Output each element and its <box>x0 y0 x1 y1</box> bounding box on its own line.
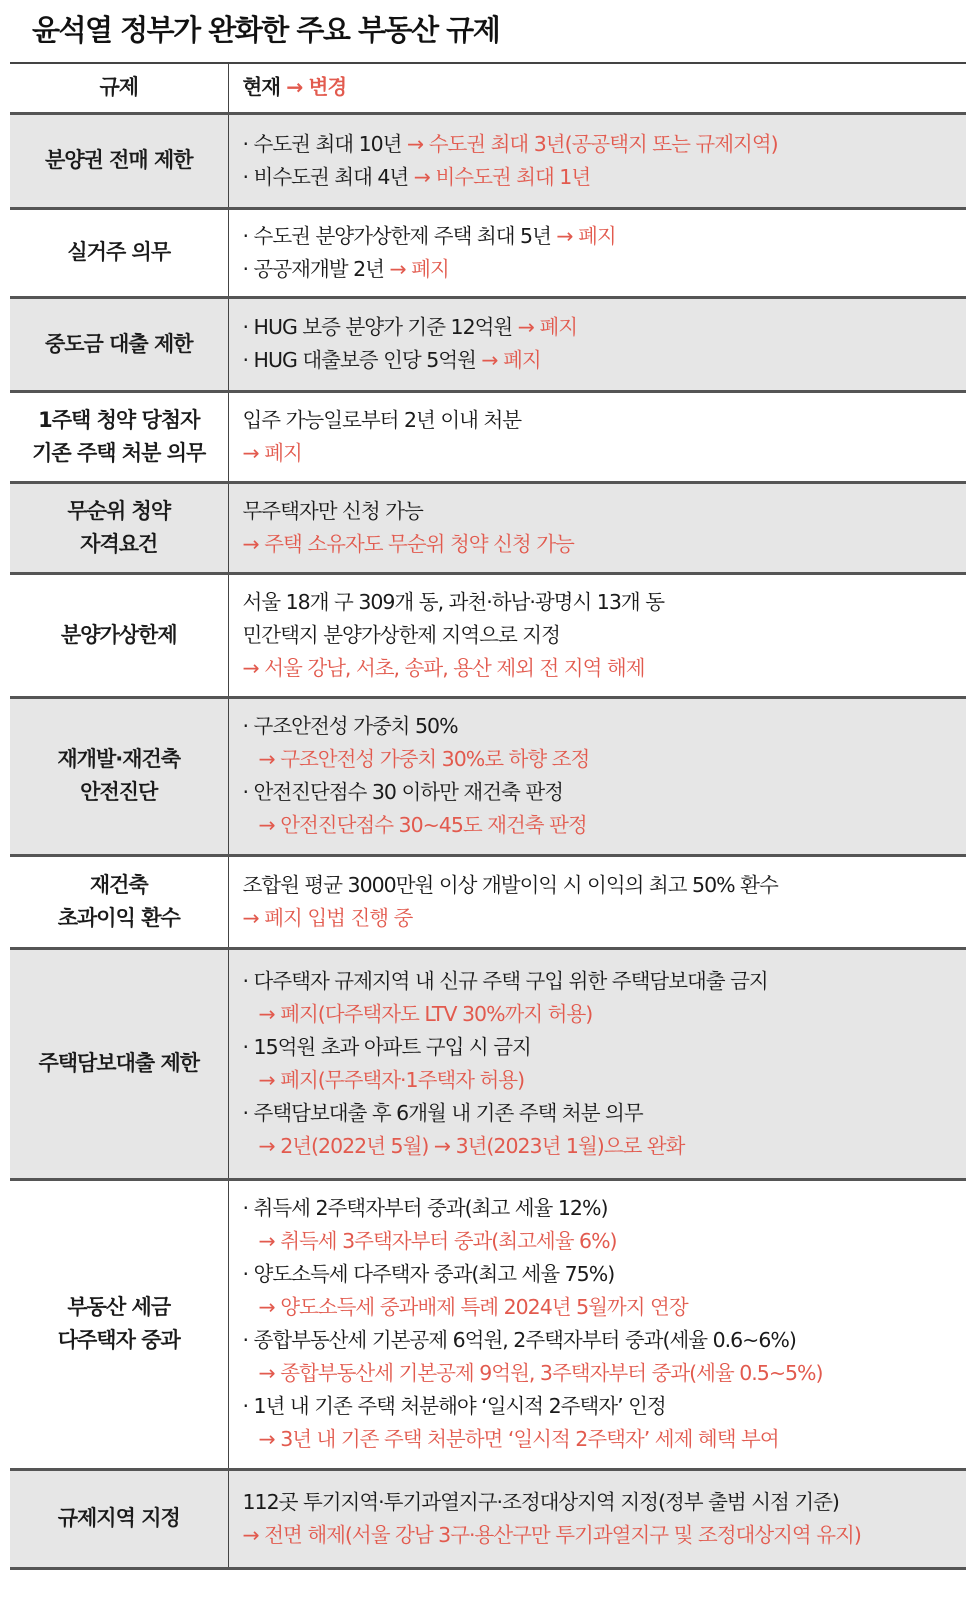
current-text: · 종합부동산세 기본공제 6억원, 2주택자부터 중과(세율 0.6~6%) <box>242 1328 796 1352</box>
content-line <box>243 220 967 253</box>
current-text: · 비수도권 최대 4년 <box>242 164 409 189</box>
changed-text: → 폐지 <box>556 223 616 248</box>
row-label-line: 초과이익 환수 <box>57 905 180 930</box>
current-text: · HUG 보증 분양가 기준 12억원 <box>242 315 513 339</box>
row-label-line: 자격요건 <box>80 531 158 556</box>
current-text: · 양도소득세 다주택자 중과(최고 세율 75%) <box>242 1262 615 1286</box>
current-text: · 수도권 분양가상한제 주택 최대 5년 <box>242 223 551 248</box>
content-line <box>243 1130 967 1163</box>
row-label <box>10 297 228 391</box>
row-label-line: 분양권 전매 제한 <box>44 148 193 172</box>
content-line <box>243 1192 967 1225</box>
row-label-line: 재건축 <box>89 872 148 897</box>
content-line <box>243 1064 967 1097</box>
current-text: 서울 18개 구 309개 동, 과천·하남·광명시 13개 동 <box>242 589 665 614</box>
row-label-line: 부동산 세금 <box>67 1295 171 1319</box>
current-text: 조합원 평균 3000만원 이상 개발이익 시 이익의 최고 50% 환수 <box>242 872 778 897</box>
content-line <box>243 1357 967 1390</box>
row-content <box>228 573 966 697</box>
row-label <box>10 208 228 297</box>
row-label-line: 중도금 대출 제한 <box>44 331 193 356</box>
content-line <box>243 528 967 561</box>
row-content <box>228 1469 966 1568</box>
row-label-line: 실거주 의무 <box>67 240 171 264</box>
content-line <box>243 1225 967 1258</box>
table-row <box>10 482 966 573</box>
content-line <box>243 998 967 1031</box>
content-line <box>243 1291 967 1324</box>
table-row <box>10 113 966 208</box>
current-text: 민간택지 분양가상한제 지역으로 지정 <box>242 622 560 647</box>
changed-text: → 양도소득세 중과배제 특례 2024년 5월까지 연장 <box>258 1295 688 1319</box>
row-label <box>10 573 228 697</box>
content-line <box>243 1390 967 1423</box>
content-line <box>243 161 967 194</box>
changed-text: → 구조안전성 가중치 30%로 하향 조정 <box>258 747 590 771</box>
row-content <box>228 391 966 482</box>
content-line <box>243 776 967 809</box>
changed-text: → 폐지(다주택자도 LTV 30%까지 허용) <box>258 1001 593 1026</box>
content-line <box>243 253 967 286</box>
content-line <box>243 495 967 528</box>
table-row <box>10 208 966 297</box>
current-text: · 구조안전성 가중치 50% <box>242 714 458 738</box>
changed-text: → 폐지(무주택자·1주택자 허용) <box>258 1067 525 1092</box>
content-line <box>243 437 967 470</box>
changed-text: → 폐지 <box>242 440 302 465</box>
content-line <box>243 1031 967 1064</box>
row-label-line: 1주택 청약 당첨자 <box>38 407 200 432</box>
current-text: 112곳 투기지역·투기과열지구·조정대상지역 지정(정부 출범 시점 기준) <box>242 1489 839 1514</box>
changed-text: → 수도권 최대 3년(공공택지 또는 규제지역) <box>407 131 778 156</box>
content-line <box>243 1097 967 1130</box>
header-regulation: 규제 <box>10 63 228 113</box>
changed-text: → 종합부동산세 기본공제 9억원, 3주택자부터 중과(세율 0.5~5%) <box>258 1361 823 1385</box>
row-label-line: 분양가상한제 <box>60 622 177 647</box>
current-text: 입주 가능일로부터 2년 이내 처분 <box>242 407 522 432</box>
row-label-line: 무순위 청약 <box>67 498 171 523</box>
changed-text: → 서울 강남, 서초, 송파, 용산 제외 전 지역 해제 <box>242 655 645 680</box>
row-label <box>10 482 228 573</box>
table-row <box>10 855 966 948</box>
row-label <box>10 391 228 482</box>
content-line <box>243 311 967 344</box>
content-line <box>243 1486 967 1519</box>
content-line <box>243 743 967 776</box>
changed-text: → 폐지 입법 진행 중 <box>242 905 413 930</box>
table-row <box>10 391 966 482</box>
current-text: · 안전진단점수 30 이하만 재건축 판정 <box>242 780 563 804</box>
content-line <box>243 404 967 437</box>
row-content <box>228 113 966 208</box>
content-line <box>243 710 967 743</box>
header-arrow: → <box>286 75 303 100</box>
header-current-changed <box>228 63 966 113</box>
changed-text: → 2년(2022년 5월) → 3년(2023년 1월)으로 완화 <box>258 1133 685 1158</box>
header-current: 현재 <box>242 75 281 100</box>
changed-text: → 전면 해제(서울 강남 3구·용산구만 투기과열지구 및 조정대상지역 유지) <box>242 1522 861 1547</box>
row-content <box>228 948 966 1179</box>
changed-text: → 폐지 <box>481 348 541 372</box>
changed-text: → 주택 소유자도 무순위 청약 신청 가능 <box>242 531 574 556</box>
changed-text: → 3년 내 기존 주택 처분하면 ‘일시적 2주택자’ 세제 혜택 부여 <box>258 1427 779 1451</box>
table-row <box>10 1469 966 1568</box>
content-line <box>243 586 967 619</box>
table-row <box>10 297 966 391</box>
current-text: · HUG 대출보증 인당 5억원 <box>242 348 476 372</box>
row-content <box>228 855 966 948</box>
content-line <box>243 1324 967 1357</box>
changed-text: → 폐지 <box>389 256 449 281</box>
current-text: · 주택담보대출 후 6개월 내 기존 주택 처분 의무 <box>242 1100 643 1125</box>
row-content <box>228 1179 966 1469</box>
content-line <box>243 1423 967 1456</box>
content-line <box>243 1519 967 1552</box>
content-line <box>243 652 967 685</box>
table-row <box>10 948 966 1179</box>
content-line <box>243 619 967 652</box>
current-text: · 취득세 2주택자부터 중과(최고 세율 12%) <box>242 1196 608 1220</box>
content-line <box>243 902 967 935</box>
row-label-line: 주택담보대출 제한 <box>38 1051 200 1075</box>
table-row <box>10 1179 966 1469</box>
current-text: · 1년 내 기존 주택 처분해야 ‘일시적 2주택자’ 인정 <box>242 1394 666 1418</box>
current-text: · 15억원 초과 아파트 구입 시 금지 <box>242 1034 531 1059</box>
content-line <box>243 344 967 377</box>
header-changed: 변경 <box>308 75 347 100</box>
changed-text: → 취득세 3주택자부터 중과(최고세율 6%) <box>258 1229 617 1253</box>
row-content <box>228 697 966 855</box>
page-title: 윤석열 정부가 완화한 주요 부동산 규제 <box>32 13 500 47</box>
row-label-line: 다주택자 중과 <box>57 1328 180 1352</box>
current-text: · 공공재개발 2년 <box>242 256 384 281</box>
content-line <box>243 1258 967 1291</box>
content-line <box>243 809 967 842</box>
table-header-row <box>10 63 966 113</box>
row-label <box>10 113 228 208</box>
row-label-line: 기존 주택 처분 의무 <box>32 440 206 465</box>
row-label <box>10 855 228 948</box>
changed-text: → 폐지 <box>517 315 578 339</box>
changed-text: → 비수도권 최대 1년 <box>413 164 591 189</box>
current-text: · 수도권 최대 10년 <box>242 131 402 156</box>
table-row <box>10 573 966 697</box>
content-line <box>243 869 967 902</box>
row-label <box>10 697 228 855</box>
row-content <box>228 208 966 297</box>
row-content <box>228 482 966 573</box>
content-line <box>243 128 967 161</box>
table-row <box>10 697 966 855</box>
row-label <box>10 1469 228 1568</box>
changed-text: → 안전진단점수 30~45도 재건축 판정 <box>258 813 587 837</box>
row-content <box>228 297 966 391</box>
row-label <box>10 948 228 1179</box>
current-text: 무주택자만 신청 가능 <box>242 498 423 523</box>
current-text: · 다주택자 규제지역 내 신규 주택 구입 위한 주택담보대출 금지 <box>242 968 768 993</box>
row-label-line: 규제지역 지정 <box>57 1506 180 1530</box>
row-label-line: 재개발·재건축 <box>57 747 181 771</box>
content-line <box>243 965 967 998</box>
row-label-line: 안전진단 <box>80 780 158 804</box>
row-label <box>10 1179 228 1469</box>
regulation-table <box>10 62 966 1570</box>
